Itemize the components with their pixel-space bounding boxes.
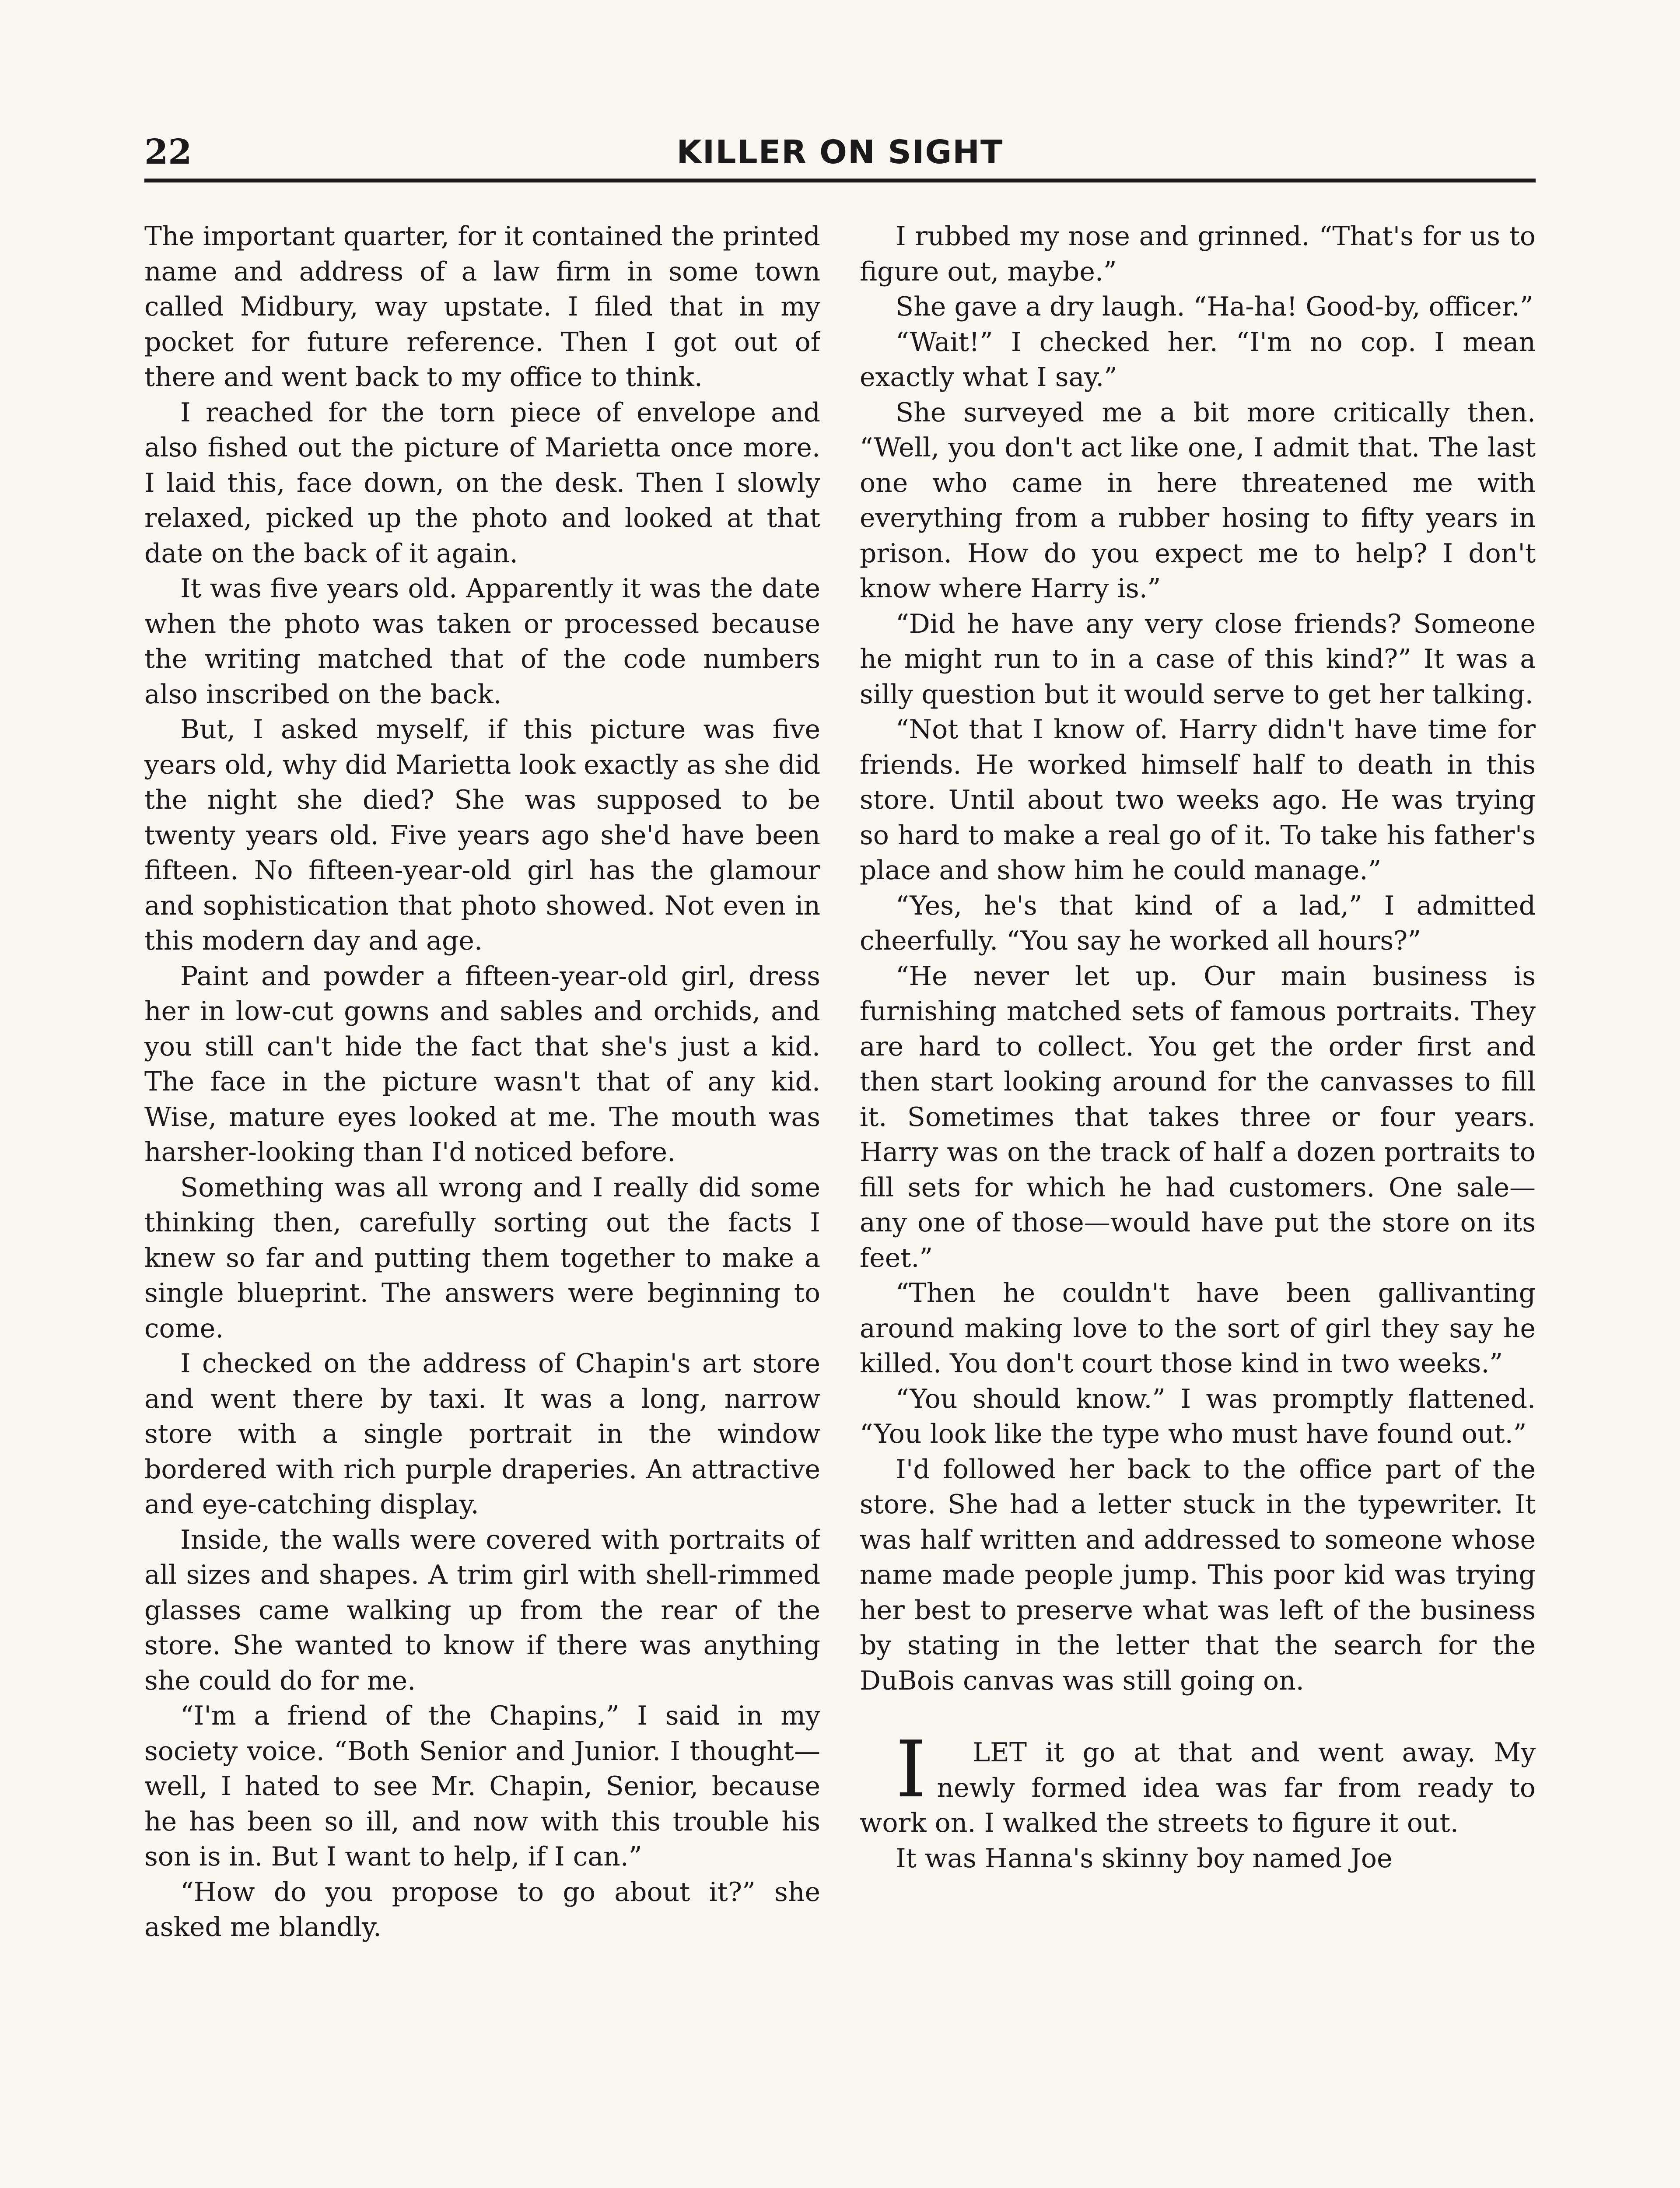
paragraph: It was Hanna's skinny boy named Joe [896, 1843, 1393, 1874]
paragraph: “Not that I know of. Harry didn't have time for friends. He worked himself half to death in this store. Until about two weeks ago. He was trying so hard to make a real go of it. To take his father's place and show him he could manage.” [860, 714, 1536, 886]
paragraph: “I'm a friend of the Chapins,” I said in my society voice. “Both Senior and Junior. I thought—well, I hated to see Mr. Chapin, Senior, because he has been so ill, and now with this trouble his son is in. But I want to help, if I can.” [144, 1701, 820, 1872]
paragraph: I reached for the torn piece of envelope and also fished out the picture of Marietta once more. I laid this, face down, on the desk. Then I slowly relaxed, picked up the photo and looked at that date on the back of it again. [144, 397, 820, 569]
left-column [144, 219, 820, 2188]
page-number: 22 [144, 132, 192, 172]
dropcap-paragraph-text: LET it go at that and went away. My newly formed idea was far from ready to work on. I walked the streets to figure it out. [860, 1737, 1536, 1838]
paragraph: “How do you propose to go about it?” she asked me blandly. [144, 1876, 820, 1943]
paragraph: I'd followed her back to the office part of the store. She had a letter stuck in the typewriter. It was half written and addressed to someone whose name made people jump. This poor kid was trying her best to preserve what was left of the business by stating in the letter that the search for the DuBois canvas was still going on. [860, 1454, 1536, 1696]
paragraph: She surveyed me a bit more critically then. “Well, you don't act like one, I admit that. The last one who came in here threatened me with everything from a rubber hosing to fifty years in prison. How do you expect me to help? I don't know where Harry is.” [860, 397, 1536, 604]
right-column [860, 219, 1536, 2188]
paragraph: “You should know.” I was promptly flattened. “You look like the type who must have found out.” [860, 1383, 1536, 1449]
header-rule [144, 179, 1536, 182]
paragraph: “Did he have any very close friends? Someone he might run to in a case of this kind?” It was a silly question but it would serve to get her talking. [860, 608, 1536, 710]
paragraph: “Yes, he's that kind of a lad,” I admitted cheerfully. “You say he worked all hours?” [860, 890, 1536, 956]
paragraph: She gave a dry laugh. “Ha-ha! Good-by, officer.” [896, 291, 1533, 322]
paragraph: The important quarter, for it contained the printed name and address of a law firm in some town called Midbury, way upstate. I filed that in my pocket for future reference. Then I got out of there and went back to my office to think. [144, 221, 820, 393]
paragraph: Paint and powder a fifteen-year-old girl, dress her in low-cut gowns and sables and orchids, and you still can't hide the fact that she's just a kid. The face in the picture wasn't that of any kid. Wise, mature eyes looked at me. The mouth was harsher-looking than I'd noticed before. [144, 961, 820, 1168]
paragraph: But, I asked myself, if this picture was five years old, why did Marietta look exactly as she did the night she died? She was supposed to be twenty years old. Five years ago she'd have been fifteen. No fifteen-year-old girl has the glamour and sophistication that photo showed. Not even in this modern day and age. [144, 714, 820, 956]
paragraph: “Then he couldn't have been gallivanting around making love to the sort of girl they say he killed. You don't court those kind in two weeks.” [860, 1278, 1536, 1379]
paragraph: “He never let up. Our main business is furnishing matched sets of famous portraits. They are hard to collect. You get the order first and then start looking around for the canvasses to fill it. Sometimes that takes three or four years. Harry was on the track of half a dozen portraits to fill sets for which he had customers. One sale—any one of those—would have put the store on its feet.” [860, 961, 1536, 1273]
paragraph: “Wait!” I checked her. “I'm no cop. I mean exactly what I say.” [860, 326, 1536, 393]
section-break [860, 1698, 1536, 1735]
paragraph: Inside, the walls were covered with portraits of all sizes and shapes. A trim girl with shell-rimmed glasses came walking up from the rear of the store. She wanted to know if there was anything she could do for me. [144, 1524, 820, 1696]
paragraph: It was five years old. Apparently it was the date when the photo was taken or processed because the writing matched that of the code numbers also inscribed on the back. [144, 573, 820, 710]
running-title: KILLER ON SIGHT [676, 133, 1004, 171]
paragraph: I checked on the address of Chapin's art store and went there by taxi. It was a long, narrow store with a single portrait in the window bordered with rich purple draperies. An attractive and eye-catching display. [144, 1348, 820, 1520]
page-header [144, 127, 1536, 179]
drop-cap: I [896, 1724, 927, 1815]
paragraph: I rubbed my nose and grinned. “That's for us to figure out, maybe.” [860, 221, 1536, 287]
dropcap-paragraph [860, 1724, 1536, 1841]
paragraph: Something was all wrong and I really did some thinking then, carefully sorting out the facts I knew so far and putting them together to make a single blueprint. The answers were beginning to come. [144, 1172, 820, 1344]
